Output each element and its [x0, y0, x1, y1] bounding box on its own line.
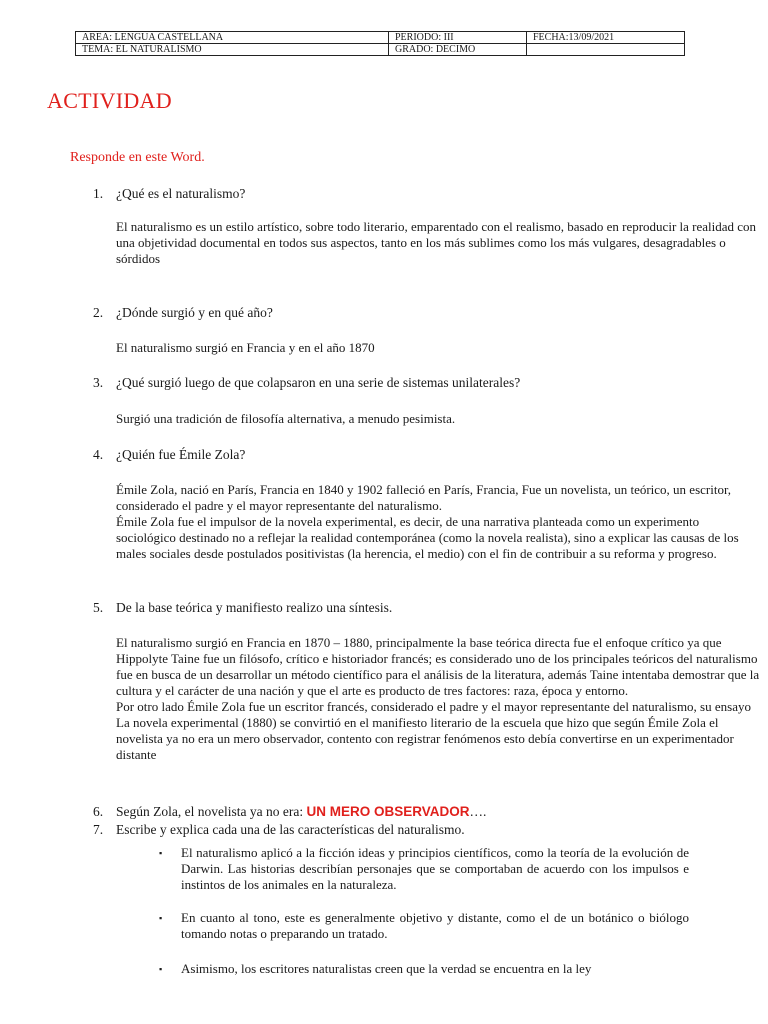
answer-5 [116, 635, 762, 763]
list-item [159, 961, 689, 977]
question-4 [93, 447, 693, 463]
question-text: Según Zola, el novelista ya no era: UN MERO OBSERVADOR…. [116, 804, 487, 819]
question-1 [93, 186, 693, 202]
answer-text: Émile Zola, nació en París, Francia en 1840 y 1902 falleció en París, Francia, Fue un novelista, un teórico, un escritor, considerado el padre y el mayor representante del naturalismo. [116, 482, 732, 513]
highlight-answer: UN MERO OBSERVADOR [306, 804, 470, 819]
question-number: 7. [93, 822, 104, 837]
question-text: ¿Dónde surgió y en qué año? [116, 305, 273, 320]
answer-text: El naturalismo surgió en Francia y en el año 1870 [116, 340, 375, 355]
question-number: 5. [93, 600, 104, 615]
instruction: Responde en este Word. [70, 150, 205, 165]
tema-cell: TEMA: EL NATURALISMO [76, 44, 389, 56]
question-3 [93, 375, 693, 391]
question-text: De la base teórica y manifiesto realizo una síntesis. [116, 600, 393, 615]
answer-text: Surgió una tradición de filosofía alternativa, a menudo pesimista. [116, 411, 456, 426]
question-text: ¿Qué surgió luego de que colapsaron en una serie de sistemas unilaterales? [116, 375, 521, 390]
header-table [75, 31, 685, 56]
question-6 [93, 804, 693, 820]
bullet-square-icon: ▪ [159, 848, 163, 858]
question-7 [93, 822, 693, 838]
page-title: ACTIVIDAD [47, 88, 172, 113]
answer-text: Émile Zola fue el impulsor de la novela experimental, es decir, de una narrativa planteada como un experimento sociológico destinado no a reflejar la realidad contemporánea (como la novela realista), sino a explicar las causas de los males sociales desde postulados positivistas (la herencia, el medio) con el fin de contribuir a su reforma y progreso. [116, 514, 739, 561]
answer-text: Por otro lado Émile Zola fue un escritor francés, considerado el padre y el mayor representante del naturalismo, su ensayo La novela experimental (1880) se convirtió en el manifiesto literario de la escuela que hizo que según Émile Zola el novelista ya no era un mero observador, contento con registrar fenómenos esto debía convertirse en un experimentador distante [116, 699, 751, 762]
answer-2 [116, 340, 762, 356]
question-text: ¿Qué es el naturalismo? [116, 186, 246, 201]
list-item-text: En cuanto al tono, este es generalmente objetivo y distante, como el de un botánico o biólogo tomando notas o preparando un tratado. [181, 910, 689, 941]
bullet-square-icon: ▪ [159, 913, 163, 923]
question-5 [93, 600, 693, 616]
answer-text: El naturalismo surgió en Francia en 1870 – 1880, principalmente la base teórica directa fue el enfoque crítico ya que Hippolyte Taine fue un filósofo, crítico e historiador francés; es considerado uno de los principales teóricos del naturalismo fue en busca de un desarrollar un método científico para el análisis de la literatura, además Taine intentaba demostrar que la cultura y el carácter de una nación y que el arte es producto de tres factores: raza, época y entorno. [116, 635, 760, 698]
list-item [159, 910, 689, 942]
answer-3 [116, 411, 762, 427]
answer-text: El naturalismo es un estilo artístico, sobre todo literario, emparentado con el realismo, basado en reproducir la realidad con una objetividad documental en todos sus aspectos, tanto en los más sublimes como los más vulgares, desagradables o sórdidos [116, 219, 757, 266]
grado-cell: GRADO: DECIMO [389, 44, 527, 56]
question-number: 4. [93, 447, 104, 462]
question-number: 6. [93, 804, 104, 819]
empty-cell [527, 44, 685, 56]
answer-4 [116, 482, 762, 562]
answer-1 [116, 219, 762, 267]
fecha-cell: FECHA:13/09/2021 [527, 32, 685, 44]
question-number: 1. [93, 186, 104, 201]
bullet-square-icon: ▪ [159, 964, 163, 974]
periodo-cell: PERIODO: III [389, 32, 527, 44]
question-number: 2. [93, 305, 104, 320]
question-number: 3. [93, 375, 104, 390]
list-item-text: Asimismo, los escritores naturalistas creen que la verdad se encuentra en la ley [181, 961, 592, 976]
list-item [159, 845, 689, 893]
question-text: ¿Quién fue Émile Zola? [116, 447, 246, 462]
question-text: Escribe y explica cada una de las características del naturalismo. [116, 822, 465, 837]
area-cell: AREA: LENGUA CASTELLANA [76, 32, 389, 44]
list-item-text: El naturalismo aplicó a la ficción ideas y principios científicos, como la teoría de la evolución de Darwin. Las historias describían personajes que se comportaban de acuerdo con los impulsos e instintos de los animales en la naturaleza. [181, 845, 689, 892]
question-2 [93, 305, 693, 321]
